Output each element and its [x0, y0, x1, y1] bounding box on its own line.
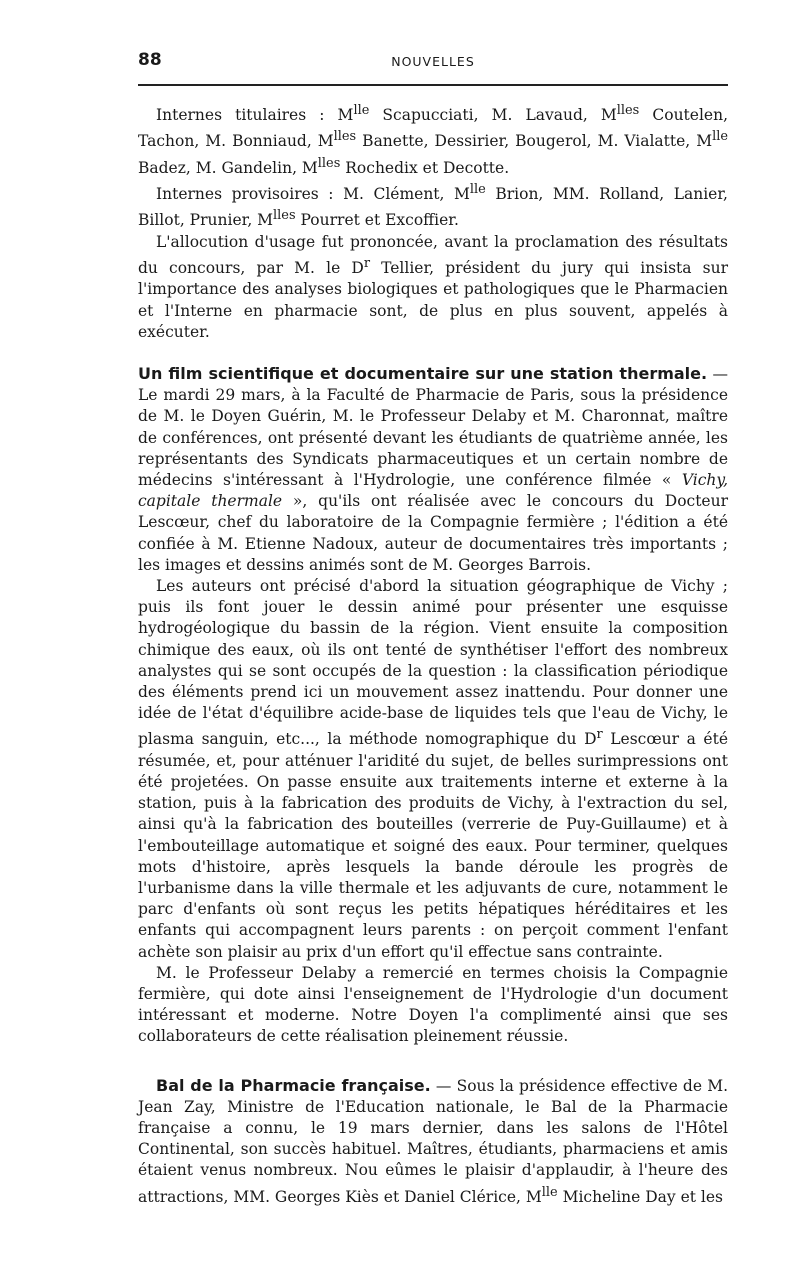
article-body: [138, 100, 728, 1208]
film-section-paragraph: Un film scientifique et documentaire sur une station thermale. — Le mardi 29 mars, à la Faculté de Pharmacie de Paris, sous la présidence de M. le Doyen Guérin, M. le Professeur Delaby et M. Charonnat, maître de conférences, ont présenté devant les étudiants de quatrième année, les représentants des Syndicats pharmaceutiques et un certain nombre de médecins s'intéressant à l'Hydrologie, une conférence filmée « Vichy, capitale thermale », qu'ils ont réalisée avec le concours du Docteur Lescœur, chef du laboratoire de la Compagnie fermière ; l'édition a été confiée à M. Etienne Nadoux, auteur de documentaires très importants ; les images et dessins animés sont de M. Georges Barrois.: [138, 363, 729, 574]
film-section-heading: Un film scientifique et documentaire sur une station thermale.: [138, 363, 708, 383]
film-title: Vichy, capitale thermale: [138, 470, 728, 511]
internes-provisoires-paragraph: Internes provisoires : M. Clément, $M^{lle}$ Brion, MM. Rolland, Lanier, Billot, Prunier, $M^{lles}$ Pourret et Excoffier.: [138, 182, 728, 230]
running-head: NOUVELLES: [391, 54, 475, 69]
page-header: [138, 50, 728, 80]
film-description-paragraph: Les auteurs ont précisé d'abord la situation géographique de Vichy ; puis ils font jouer le dessin animé pour présenter une esquisse hydrogéologique du bassin de la région. Vient ensuite la composition chimique des eaux, où ils ont tenté de synthétiser l'effort des nombreux analystes qui se sont occupés de la question : la classification périodique des éléments prend ici un mouvement assez inattendu. Pour donner une idée de l'état d'équilibre acide-base de liquides tels que l'eau de Vichy, le plasma sanguin, etc..., la méthode nomographique du $D^r$ Lescœur a été résumée, et, pour atténuer l'aridité du sujet, de belles surimpressions ont été projetées. On passe ensuite aux traitements interne et externe à la station, puis à la fabrication des produits de Vichy, à l'extraction du sel, ainsi qu'à la fabrication des bouteilles (verrerie de Puy-Guillaume) et à l'embouteillage automatique et soigné des eaux. Pour terminer, quelques mots d'histoire, après lesquels la bande déroule les progrès de l'urbanisme dans la ville thermale et les adjuvants de cure, notamment le parc d'enfants où sont reçus les petits hépatiques héréditaires et les enfants qui accompagnent leurs parents : on perçoit comment l'enfant achète son plaisir au prix d'un effort qu'il effectue sans contrainte.: [138, 577, 728, 961]
bal-section-heading: Bal de la Pharmacie française.: [156, 1075, 431, 1095]
page-number: 88: [138, 50, 162, 70]
allocution-paragraph: L'allocution d'usage fut prononcée, avant la proclamation des résultats du concours, par M. le $D^r$ Tellier, président du jury qui insista sur l'importance des analyses biologiques et pathologiques que le Pharmacien et l'Interne en pharmacie sont, de plus en plus souvent, appelés à exécuter.: [138, 232, 729, 341]
bal-section-paragraph: Bal de la Pharmacie française. — Sous la présidence effective de M. Jean Zay, Ministre de l'Education nationale, le Bal de la Pharmacie française a connu, le 19 mars dernier, dans les salons de l'Hôtel Continental, son succès habituel. Maîtres, étudiants, pharmaciens et amis étaient venus nombreux. Nou eûmes le plaisir d'applaudir, à l'heure des attractions, MM. Georges Kiès et Daniel Clérice, $M^{lle}$ Micheline Day et les: [138, 1075, 729, 1206]
film-thanks-paragraph: M. le Professeur Delaby a remercié en termes choisis la Compagnie fermière, qui dote ainsi l'enseignement de l'Hydrologie d'un document intéressant et moderne. Notre Doyen l'a complimenté ainsi que ses collaborateurs de cette réalisation pleinement réussie.: [138, 963, 728, 1046]
internes-titulaires-paragraph: Internes titulaires : $M^{lle}$ Scapucciati, M. Lavaud, $M^{lles}$ Coutelen, Tachon, M. Bonniaud, $M^{lles}$ Banette, Dessirier, Bougerol, M. Vialatte, $M^{lle}$ Badez, M. Gandelin, $M^{lles}$ Rochedix et Decotte.: [138, 103, 729, 177]
header-rule: [138, 84, 728, 86]
